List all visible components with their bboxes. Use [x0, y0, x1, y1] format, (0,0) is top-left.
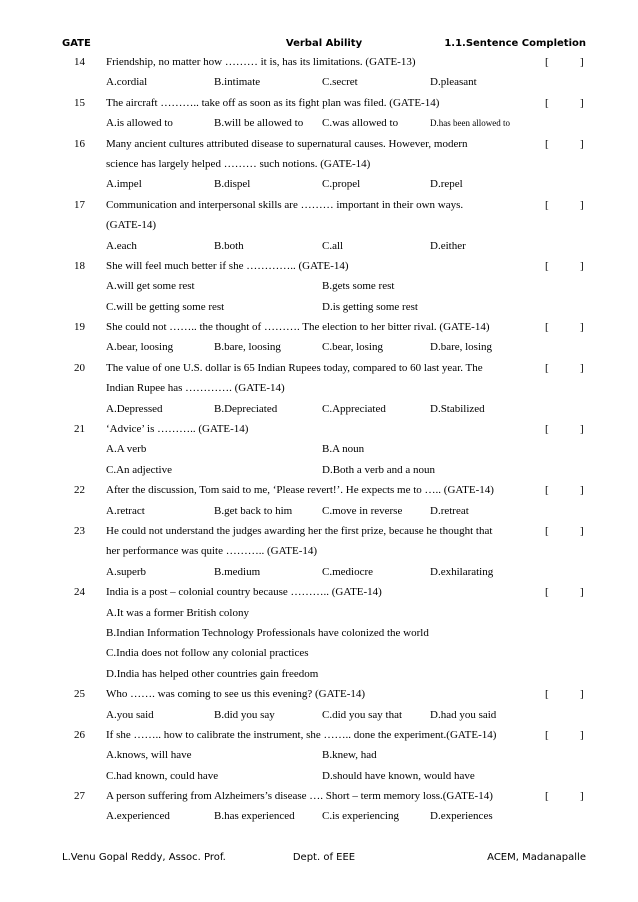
- question-item: [62, 93, 592, 134]
- question-text: The aircraft ……….. take off as soon as its fight plan was filed. (GATE-14): [106, 96, 440, 109]
- answer-bracket-open: [: [545, 484, 549, 497]
- option: A.Depressed: [106, 402, 163, 415]
- answer-bracket-open: [: [545, 198, 549, 211]
- question-stem-continued: [62, 154, 592, 174]
- option: A.superb: [106, 565, 147, 578]
- answer-bracket-open: [: [545, 728, 549, 741]
- question-text: A person suffering from Alzheimers’s disease …. Short – term memory loss.(GATE-14): [106, 790, 493, 803]
- question-number: 25: [74, 688, 85, 701]
- answer-bracket-close: ]: [580, 137, 584, 150]
- option: A.is allowed to: [106, 117, 173, 130]
- option-row: [62, 501, 592, 521]
- option-row: [62, 643, 592, 663]
- question-number: 24: [74, 586, 85, 599]
- question-stem: [62, 521, 592, 541]
- option: A.retract: [106, 504, 145, 517]
- option-row: [62, 623, 592, 643]
- question-text: Communication and interpersonal skills are ……… important in their own ways.: [106, 198, 464, 211]
- answer-bracket-open: [: [545, 586, 549, 599]
- option: B.has experienced: [214, 810, 295, 823]
- option: D.had you said: [430, 708, 497, 721]
- question-number: 27: [74, 790, 85, 803]
- answer-bracket-close: ]: [580, 259, 584, 272]
- option: C.was allowed to: [322, 117, 399, 130]
- answer-bracket-close: ]: [580, 524, 584, 537]
- question-item: [62, 358, 592, 419]
- question-item: [62, 134, 592, 195]
- question-stem-continued: [62, 378, 592, 398]
- question-item: [62, 52, 592, 93]
- option: D.repel: [430, 178, 463, 191]
- question-stem: [62, 93, 592, 113]
- question-text: ‘Advice’ is ……….. (GATE-14): [106, 423, 249, 436]
- question-text: Friendship, no matter how ……… it is, has its limitations. (GATE-13): [106, 56, 416, 68]
- option: C.had known, could have: [106, 769, 219, 782]
- option-row: [62, 745, 592, 765]
- option: D.pleasant: [430, 76, 477, 89]
- option: D.Stabilized: [430, 402, 485, 415]
- question-number: 16: [74, 137, 85, 150]
- option: B.dispel: [214, 178, 251, 191]
- option: C.Appreciated: [322, 402, 386, 415]
- question-text: If she …….. how to calibrate the instrument, she …….. done the experiment.(GATE-14): [106, 728, 497, 741]
- question-text: India is a post – colonial country because ……….. (GATE-14): [106, 586, 382, 599]
- question-text: Many ancient cultures attributed disease to supernatural causes. However, modern: [106, 137, 468, 150]
- question-text: her performance was quite ……….. (GATE-14): [106, 545, 318, 558]
- option-row: [62, 806, 592, 826]
- question-item: [62, 256, 592, 317]
- question-stem: [62, 684, 592, 704]
- option: B.intimate: [214, 76, 261, 89]
- option: C.secret: [322, 76, 358, 89]
- option: B.did you say: [214, 708, 275, 721]
- answer-bracket-close: ]: [580, 728, 584, 741]
- question-text: (GATE-14): [106, 219, 157, 232]
- option: C.all: [322, 239, 344, 252]
- question-stem: [62, 582, 592, 602]
- page-footer: [62, 852, 586, 868]
- answer-bracket-close: ]: [580, 484, 584, 497]
- option: A.It was a former British colony: [106, 606, 249, 619]
- question-number: 20: [74, 361, 85, 374]
- option-row: [62, 562, 592, 582]
- option: B.gets some rest: [322, 280, 395, 293]
- question-number: 23: [74, 524, 85, 537]
- option: D.retreat: [430, 504, 469, 517]
- answer-bracket-open: [: [545, 688, 549, 701]
- answer-bracket-close: ]: [580, 56, 584, 68]
- answer-bracket-open: [: [545, 321, 549, 334]
- footer-college: ACEM, Madanapalle: [487, 852, 586, 863]
- question-item: [62, 725, 592, 786]
- question-stem: [62, 317, 592, 337]
- question-number: 22: [74, 484, 85, 497]
- question-number: 14: [74, 56, 85, 68]
- footer-author: L.Venu Gopal Reddy, Assoc. Prof.: [62, 852, 226, 863]
- option-row: [62, 664, 592, 684]
- answer-bracket-open: [: [545, 361, 549, 374]
- option: C.propel: [322, 178, 361, 191]
- question-stem: [62, 52, 592, 72]
- question-stem: [62, 134, 592, 154]
- option: D.India has helped other countries gain freedom: [106, 667, 319, 680]
- option: D.should have known, would have: [322, 769, 475, 782]
- option: C.An adjective: [106, 463, 172, 476]
- option-row: [62, 603, 592, 623]
- question-text: He could not understand the judges awarding her the first prize, because he thought that: [106, 524, 493, 537]
- option: A.each: [106, 239, 137, 252]
- option: B.will be allowed to: [214, 117, 304, 130]
- question-item: [62, 480, 592, 521]
- question-item: [62, 195, 592, 256]
- question-number: 21: [74, 423, 85, 436]
- answer-bracket-close: ]: [580, 361, 584, 374]
- option: C.did you say that: [322, 708, 403, 721]
- option-row: [62, 705, 592, 725]
- option: C.mediocre: [322, 565, 374, 578]
- footer-dept: Dept. of EEE: [292, 852, 356, 863]
- option-row: [62, 236, 592, 256]
- option: A.will get some rest: [106, 280, 195, 293]
- answer-bracket-close: ]: [580, 321, 584, 334]
- question-text: Indian Rupee has …………. (GATE-14): [106, 382, 285, 395]
- option: D.experiences: [430, 810, 493, 823]
- question-text: She will feel much better if she ………….. (GATE-14): [106, 259, 349, 272]
- option: D.either: [430, 239, 466, 252]
- question-item: [62, 419, 592, 480]
- option: B.bare, loosing: [214, 341, 281, 354]
- answer-bracket-close: ]: [580, 586, 584, 599]
- option: A.A verb: [106, 443, 147, 456]
- question-text: The value of one U.S. dollar is 65 Indian Rupees today, compared to 60 last year. The: [106, 361, 483, 374]
- option: D.bare, losing: [430, 341, 493, 354]
- question-stem: [62, 195, 592, 215]
- header-section: 1.1.Sentence Completion: [444, 38, 586, 49]
- question-text: After the discussion, Tom said to me, ‘Please revert!’. He expects me to ….. (GATE-14): [106, 484, 494, 497]
- question-stem: [62, 419, 592, 439]
- answer-bracket-open: [: [545, 96, 549, 109]
- answer-bracket-close: ]: [580, 688, 584, 701]
- question-stem: [62, 786, 592, 806]
- answer-bracket-close: ]: [580, 96, 584, 109]
- question-text: Who ……. was coming to see us this evening? (GATE-14): [106, 688, 366, 701]
- option: A.you said: [106, 708, 154, 721]
- option-row: [62, 460, 592, 480]
- question-item: [62, 317, 592, 358]
- question-item: [62, 684, 592, 725]
- question-number: 15: [74, 96, 85, 109]
- option: D.Both a verb and a noun: [322, 463, 436, 476]
- question-number: 17: [74, 198, 85, 211]
- option-row: [62, 72, 592, 92]
- option: B.Depreciated: [214, 402, 278, 415]
- option-row: [62, 337, 592, 357]
- option: D.is getting some rest: [322, 300, 418, 313]
- option: A.impel: [106, 178, 142, 191]
- question-text: She could not …….. the thought of ………. The election to her bitter rival. (GATE-14): [106, 321, 490, 334]
- option: A.experienced: [106, 810, 170, 823]
- answer-bracket-open: [: [545, 56, 549, 68]
- option: C.is experiencing: [322, 810, 399, 823]
- option: B.A noun: [322, 443, 365, 456]
- option-row: [62, 439, 592, 459]
- option: D.has been allowed to: [430, 118, 510, 129]
- question-item: [62, 521, 592, 582]
- option: A.bear, loosing: [106, 341, 174, 354]
- option: A.knows, will have: [106, 749, 192, 762]
- question-item: [62, 786, 592, 827]
- option: A.cordial: [106, 76, 148, 89]
- question-stem-continued: [62, 215, 592, 235]
- header-left: GATE: [62, 38, 91, 49]
- question-stem: [62, 480, 592, 500]
- option: C.move in reverse: [322, 504, 403, 517]
- option: B.medium: [214, 565, 261, 578]
- option-row: [62, 766, 592, 786]
- option: D.exhilarating: [430, 565, 494, 578]
- question-number: 26: [74, 728, 85, 741]
- option-row: [62, 297, 592, 317]
- question-stem: [62, 256, 592, 276]
- question-number: 18: [74, 259, 85, 272]
- option: B.Indian Information Technology Professionals have colonized the world: [106, 626, 429, 639]
- option: B.knew, had: [322, 749, 377, 762]
- question-text: science has largely helped ……… such notions. (GATE-14): [106, 157, 371, 170]
- option-row: [62, 276, 592, 296]
- option-row: [62, 399, 592, 419]
- answer-bracket-open: [: [545, 524, 549, 537]
- option-row: [62, 174, 592, 194]
- header-title: Verbal Ability: [285, 38, 363, 49]
- option: C.will be getting some rest: [106, 300, 225, 313]
- option-row: [62, 113, 592, 133]
- option: C.India does not follow any colonial practices: [106, 647, 309, 660]
- question-list: [62, 52, 592, 827]
- answer-bracket-open: [: [545, 790, 549, 803]
- option: C.bear, losing: [322, 341, 383, 354]
- answer-bracket-open: [: [545, 423, 549, 436]
- question-stem: [62, 358, 592, 378]
- question-number: 19: [74, 321, 85, 334]
- answer-bracket-close: ]: [580, 423, 584, 436]
- answer-bracket-open: [: [545, 137, 549, 150]
- answer-bracket-open: [: [545, 259, 549, 272]
- question-stem: [62, 725, 592, 745]
- option: B.both: [214, 239, 244, 252]
- option: B.get back to him: [214, 504, 293, 517]
- answer-bracket-close: ]: [580, 790, 584, 803]
- question-item: [62, 582, 592, 684]
- answer-bracket-close: ]: [580, 198, 584, 211]
- question-stem-continued: [62, 541, 592, 561]
